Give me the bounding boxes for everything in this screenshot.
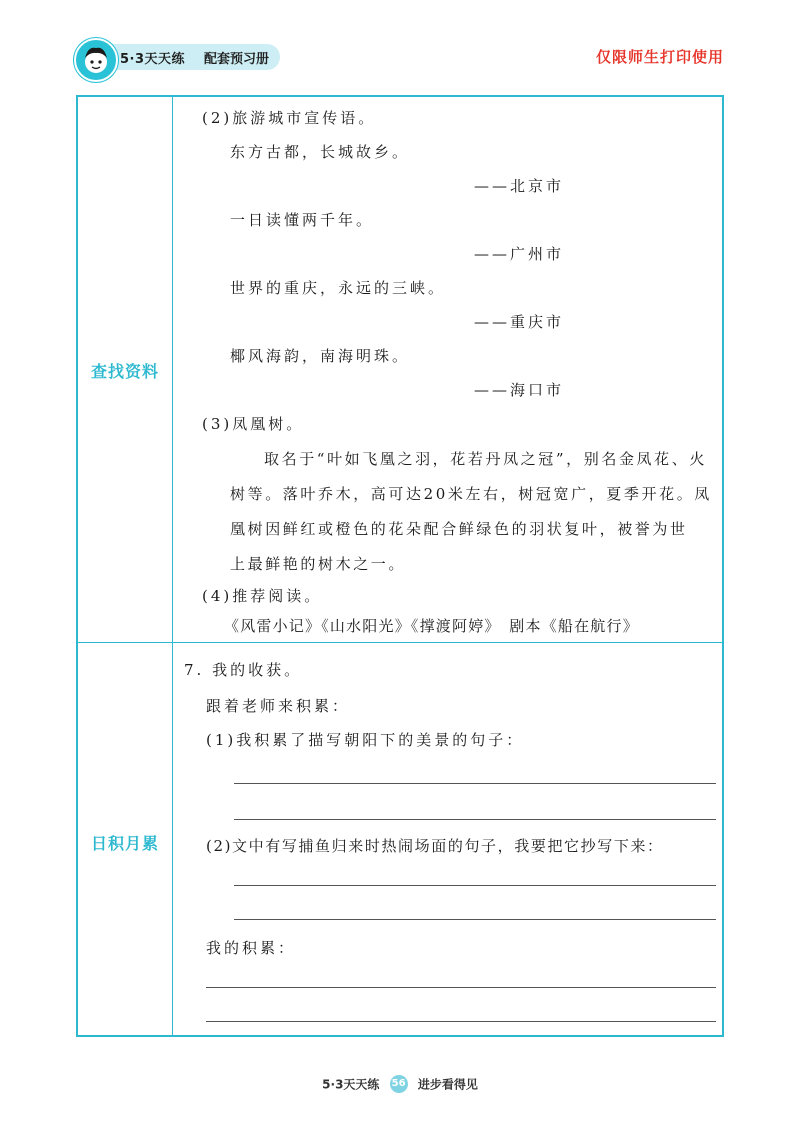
usage-note: 仅限师生打印使用: [595, 48, 724, 66]
reading-list: 《风雷小记》《山水阳光》《撑渡阿婷》 剧本《船在航行》: [224, 617, 639, 635]
mascot-logo: [74, 38, 118, 82]
answer-line[interactable]: [206, 987, 716, 988]
tree-paragraph-line: 取名于“叶如飞凰之羽，花若丹凤之冠”，别名金凤花、火: [264, 450, 707, 468]
tree-paragraph-line: 上最鲜艳的树木之一。: [230, 555, 407, 573]
page-footer: [0, 1075, 800, 1093]
question-title: 7. 我的收获。: [184, 661, 303, 679]
section-label-research: 查找资料: [90, 362, 159, 381]
answer-line[interactable]: [206, 1021, 716, 1022]
section-label-accumulate: 日积月累: [90, 834, 159, 853]
slogan-text: 世界的重庆，永远的三峡。: [230, 279, 447, 297]
tree-heading: (3)凤凰树。: [202, 415, 305, 433]
series-title: 5·3天天练: [120, 52, 186, 67]
worksheet-table: [76, 95, 724, 1037]
question-2: (2)文中有写捕鱼归来时热闹场面的句子，我要把它抄写下来：: [206, 837, 664, 855]
slogan-source: ——广州市: [474, 245, 565, 263]
tree-paragraph-line: 凰树因鲜红或橙色的花朵配合鲜绿色的羽状复叶，被誉为世: [230, 520, 688, 538]
reading-heading: (4)推荐阅读。: [202, 587, 323, 605]
row-divider: [78, 642, 722, 643]
slogan-text: 东方古都，长城故乡。: [230, 143, 411, 161]
question-1: (1)我积累了描写朝阳下的美景的句子：: [206, 731, 525, 749]
slogan-source: ——重庆市: [474, 313, 565, 331]
page-number: 56: [390, 1075, 408, 1093]
answer-line[interactable]: [234, 919, 716, 920]
book-title: 配套预习册: [204, 52, 270, 67]
tree-paragraph-line: 树等。落叶乔木，高可达20米左右，树冠宽广，夏季开花。凤: [230, 485, 712, 503]
slogans-heading: (2)旅游城市宣传语。: [202, 109, 377, 127]
answer-line[interactable]: [234, 885, 716, 886]
answer-line[interactable]: [234, 783, 716, 784]
column-divider: [172, 97, 173, 1035]
footer-slogan: 进步看得见: [417, 1077, 478, 1092]
slogan-source: ——海口市: [474, 381, 565, 399]
slogan-text: 一日读懂两千年。: [230, 211, 375, 229]
slogan-text: 椰风海韵，南海明珠。: [230, 347, 411, 365]
question-intro: 跟着老师来积累：: [206, 697, 351, 715]
my-accumulation-label: 我的积累：: [206, 939, 297, 957]
slogan-source: ——北京市: [474, 177, 565, 195]
answer-line[interactable]: [234, 819, 716, 820]
footer-series: 5·3天天练: [322, 1077, 380, 1092]
